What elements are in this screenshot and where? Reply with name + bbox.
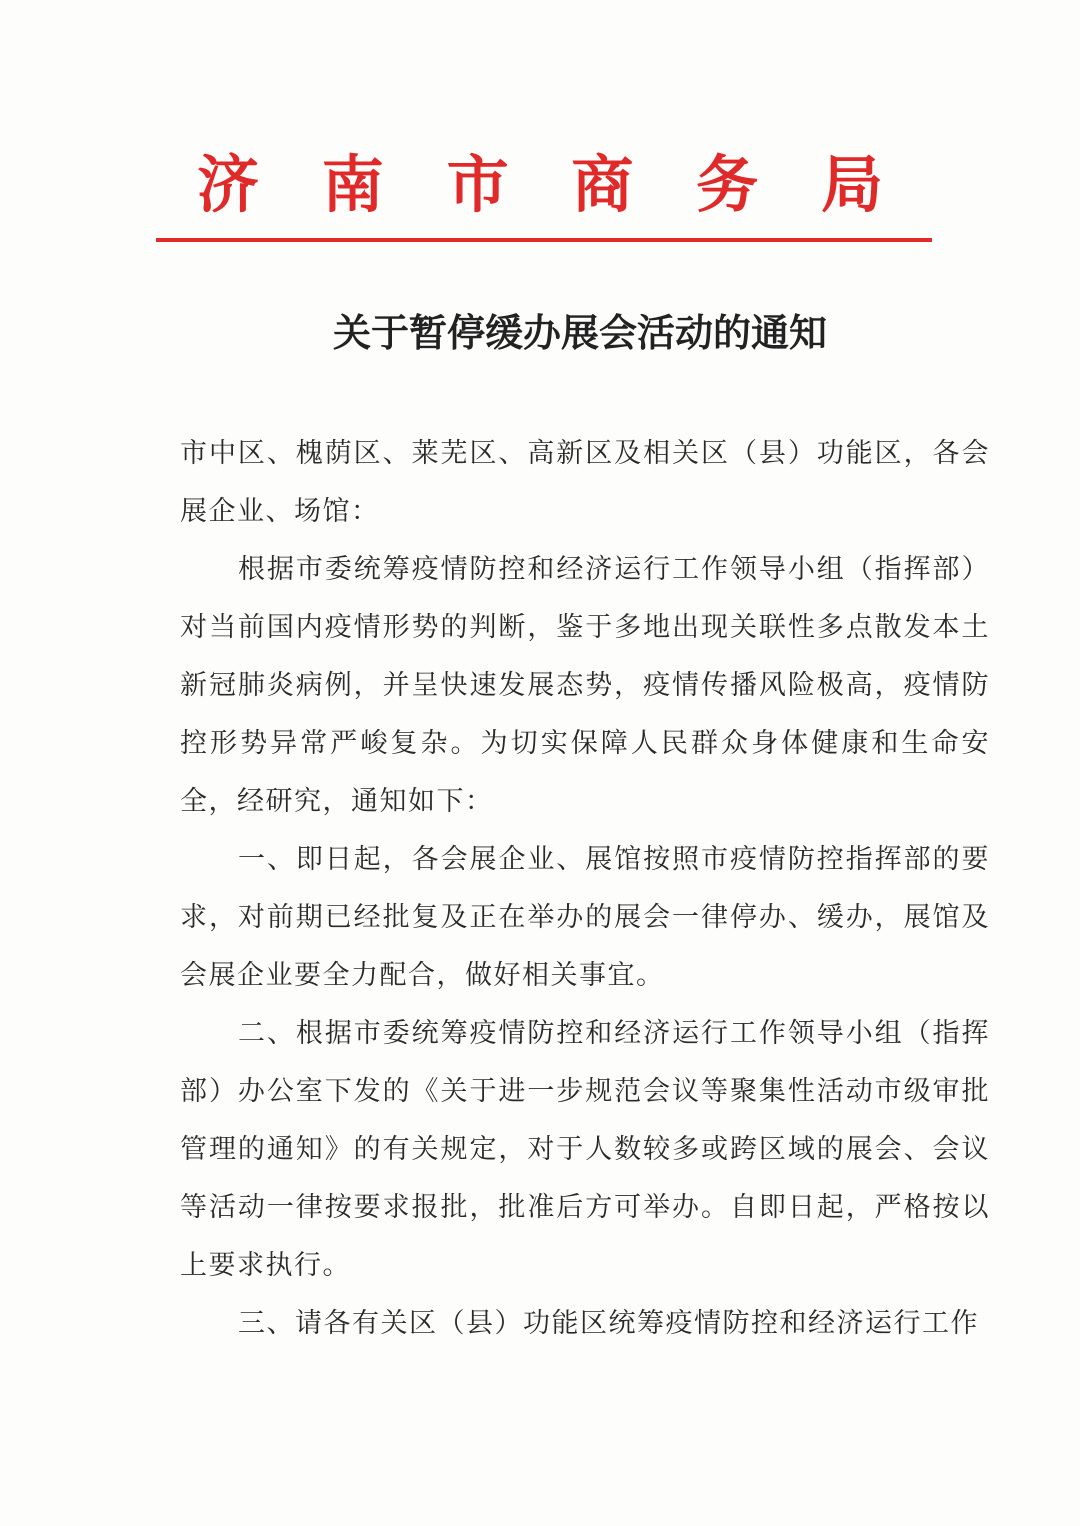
body-paragraph: 三、请各有关区（县）功能区统筹疫情防控和经济运行工作	[238, 1308, 979, 1339]
document-title: 关于暂停缓办展会活动的通知	[332, 310, 827, 355]
body-paragraph: 二、根据市委统筹疫情防控和经济运行工作领导小组（指挥部）办公室下发的《关于进一步规范会议等聚集性活动市级审批管理的通知》的有关规定，对于人数较多或跨区域的展会、会议等活动一律按要求报批，批准后方可举办。自即日起，严格按以上要求执行。	[180, 1018, 990, 1281]
org-char: 市	[446, 148, 509, 221]
body-paragraph: 根据市委统筹疫情防控和经济运行工作领导小组（指挥部）对当前国内疫情形势的判断，鉴于多地出现关联性多点散发本土新冠肺炎病例，并呈快速发展态势，疫情传播风险极高，疫情防控形势异常严峻复杂。为切实保障人民群众身体健康和生命安全，经研究，通知如下：	[180, 554, 990, 817]
letterhead	[150, 140, 930, 240]
org-char: 南	[321, 148, 384, 221]
org-char: 务	[696, 148, 759, 221]
addressee-line: 市中区、槐荫区、莱芜区、高新区及相关区（县）功能区，各会展企业、场馆：	[180, 438, 990, 527]
body-paragraph: 一、即日起，各会展企业、展馆按照市疫情防控指挥部的要求，对前期已经批复及正在举办的展会一律停办、缓办，展馆及会展企业要全力配合，做好相关事宜。	[180, 844, 990, 991]
organization-name	[190, 140, 890, 240]
org-char: 局	[820, 148, 883, 221]
org-char: 商	[571, 148, 634, 221]
org-char: 济	[196, 148, 259, 221]
red-divider-line	[156, 238, 932, 242]
document-body	[180, 425, 990, 1353]
